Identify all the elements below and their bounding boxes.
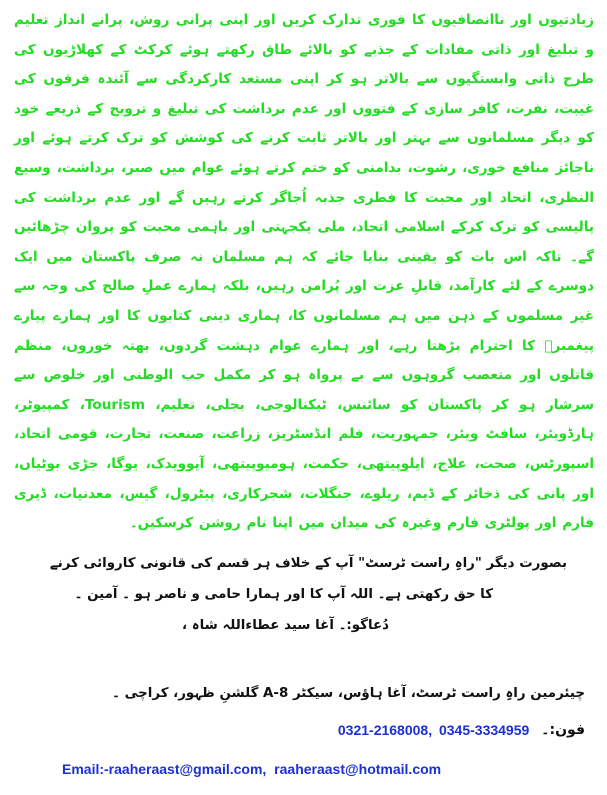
phone-label: فون:۔ [541,722,585,738]
email-addresses: Email:-raaheraast@gmail.com, raaheraast@hotmail.com [62,761,442,777]
closing-line-3: دُعاگو:۔ آغا سید عطاءاللہ شاہ ، [182,618,389,633]
closing-line-2: کا حق رکھتی ہے۔ اللہ آپ کا اور ہمارا حامی و ناصر ہو ۔ آمین ۔ [74,587,493,602]
signature-line: چیئرمین راہِ راست ٹرسٹ، آغا ہاؤس، سیکٹر 8-A گلشنِ ظہور، کراچی ۔ [112,686,585,701]
closing-block [40,548,589,641]
closing-line-1: بصورت دیگر "راہِ راست ٹرسٹ" آپ کے خلاف ہر قسم کی قانونی کاروائی کرنے [49,556,567,571]
main-paragraph [14,6,594,539]
phone-numbers: 0321-2168008, 0345-3334959 [337,722,530,738]
phone-row [338,722,585,738]
paragraph-text: زیادتیوں اور ناانصافیوں کا فوری تدارک کریں اور اپنی پرانی روش، پرانے انداز تعلیم و تبلیغ اور ذاتی مفادات کے جذبے کو بالائے طاق رکھتے ہوئے کرکٹ کے کھلاڑیوں کی طرح ذاتی وابستگیوں سے بالاتر ہو کر اپنی مستعد کارکردگی سے آئندہ فرقوں کی غیبت، نفرت، کافر سازی کے فتووں اور عدم برداشت کی تبلیغ و ترویج کے ذریعے خود کو دیگر مسلمانوں سے بہتر اور بالاتر ثابت کرنے کی کوشش کو ترک کرتے ہوئے اور ناجائز منافع خوری، رشوت، بدامنی کو ختم کرتے ہوئے عوام میں صبر، برداشت، وسیع النظری، اتحاد اور محبت کا فطری جذبہ اُجاگر کرتے رہیں گے اور عدم برداشت کی پالیسی کو ترک کرکے اسلامی اتحاد، ملی یکجہتی اور باہمی محبت کو پروان چڑھائیں گے۔ تاکہ اس بات کو یقینی بنایا جائے کہ ہم مسلمان نہ صرف پاکستان میں ایک دوسرے کے لئے کارآمد، قابلِ عزت اور پُرامن رہیں، بلکہ ہمارے عملِ صالح کی وجہ سے غیر مسلموں کے ذہن میں ہم مسلمانوں کا، ہماری دینی کتابوں کا اور ہمارے پیارے پیغمبرؐ کا احترام بڑھتا رہے، اور ہمارے عوام دہشت گردوں، بھتہ خوروں، منظم قاتلوں اور متعصب گروہوں سے بے پرواہ ہو کر مکمل حب الوطنی اور خلوص سے سرشار ہو کر پاکستان کو سائنس، ٹیکنالوجی، بجلی، تعلیم، Tourism، کمپیوٹر، ہارڈویئر، سافٹ ویئر، جمہوریت، فلم انڈسٹریز، زراعت، صنعت، تجارت، قومی اتحاد، اسپورٹس، صحت، علاج، ایلوپیتھی، حکمت، ہومیوپیتھی، آیوویدک، یوگا، جڑی بوٹیاں، اور پانی کی ذخائر کے ڈیم، ریلوے، جنگلات، شجرکاری، پیٹرول، گیس، معدنیات، ڈیری فارم اور پولٹری فارم وغیرہ کی میدان میں اپنا نام روشن کرسکیں۔ [14,12,594,532]
